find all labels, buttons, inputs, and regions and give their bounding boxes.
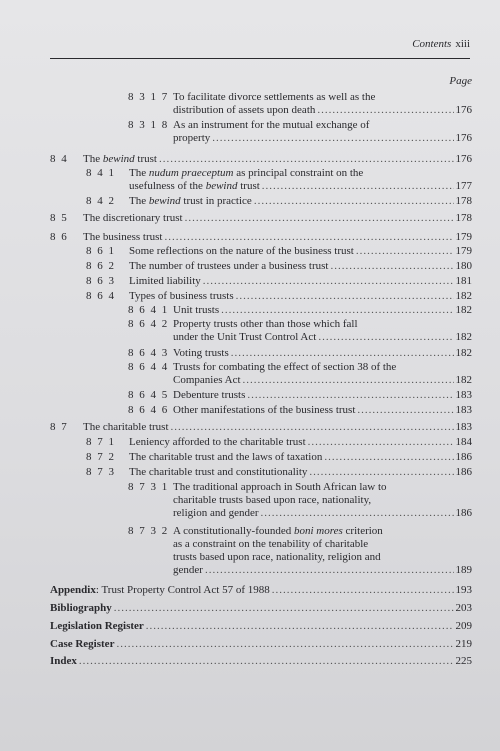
entry-title: as principal constraint on the	[233, 167, 364, 179]
entry-title: The charitable trust and constitutionality	[129, 466, 308, 478]
entry-page: 184	[455, 436, 472, 448]
entry-title: criterion	[342, 525, 383, 537]
entry-number: 8 7 3 1	[128, 481, 169, 493]
toc-entry-862	[86, 260, 472, 273]
toc-entry-8645	[128, 389, 472, 402]
entry-page: 176	[455, 132, 472, 144]
entry-title: The	[129, 195, 149, 207]
toc-entry-index	[50, 655, 472, 668]
entry-title: The business trust	[83, 231, 163, 243]
entry-title-emphasis: bewind	[205, 180, 238, 192]
entry-title-line: The traditional approach in South African law to	[173, 481, 387, 493]
entry-number: 8 6 2	[86, 260, 116, 272]
toc-entry-864	[86, 290, 472, 303]
entry-title: : Trust Property Control Act 57 of 1988	[95, 584, 270, 596]
entry-title: trust	[134, 153, 157, 165]
toc-entry-8317	[128, 91, 472, 117]
entry-number: 8 6 4	[86, 290, 116, 302]
entry-page: 186	[455, 451, 472, 463]
entry-page: 182	[455, 331, 472, 343]
entry-title: Voting trusts	[173, 347, 229, 359]
entry-number: 8 6 1	[86, 245, 116, 257]
entry-page: 181	[455, 275, 472, 287]
entry-title: The charitable trust	[83, 421, 169, 433]
toc-entry-8731	[128, 481, 472, 520]
entry-number: 8 6 4 4	[128, 361, 169, 373]
entry-number: 8 7 3 2	[128, 525, 169, 537]
toc-entry-872	[86, 451, 472, 464]
entry-label: Index	[50, 655, 77, 667]
toc-entry-861	[86, 245, 472, 258]
entry-number: 8 3 1 8	[128, 119, 169, 131]
toc-entry-841	[86, 167, 472, 193]
entry-page: 186	[455, 466, 472, 478]
entry-label: Appendix	[50, 584, 96, 596]
entry-title-emphasis: boni mores	[293, 525, 343, 537]
entry-title: The discretionary trust	[83, 212, 183, 224]
entry-title-line: charitable trusts based upon race, nationality,	[173, 494, 372, 506]
entry-title-emphasis: bewind	[102, 153, 135, 165]
toc-entry-86	[50, 231, 472, 244]
entry-title: Some reflections on the nature of the business trust	[129, 245, 354, 257]
entry-page: 209	[455, 620, 472, 632]
entry-title-line: property	[173, 132, 211, 144]
entry-page: 183	[455, 421, 472, 433]
entry-title: usefulness of the	[129, 180, 206, 192]
entry-page: 189	[455, 564, 472, 576]
entry-title-line: trusts based upon race, nationality, religion and	[173, 551, 381, 563]
toc-entry-842	[86, 195, 472, 208]
entry-title-line: as a constraint on the tenability of charitable	[173, 538, 369, 550]
entry-number: 8 7 2	[86, 451, 116, 463]
entry-title-line: religion and gender	[173, 507, 259, 519]
entry-title: The	[129, 167, 149, 179]
entry-number: 8 6 4 1	[128, 304, 169, 316]
entry-page: 178	[455, 212, 472, 224]
entry-title: The number of trustees under a business trust	[129, 260, 329, 272]
entry-page: 182	[455, 304, 472, 316]
entry-page: 178	[455, 195, 472, 207]
toc-entry-8641	[128, 304, 472, 317]
header-page-number: xiii	[455, 38, 470, 50]
entry-page: 182	[455, 347, 472, 359]
entry-page: 179	[455, 231, 472, 243]
entry-number: 8 4 1	[86, 167, 116, 179]
entry-title-line: Trusts for combating the effect of section 38 of the	[173, 361, 397, 373]
toc-entry-8644	[128, 361, 472, 387]
toc-entry-legislation-register	[50, 620, 472, 633]
toc-entry-8642	[128, 318, 472, 344]
entry-number: 8 6	[50, 231, 69, 243]
toc-entry-873	[86, 466, 472, 479]
entry-number: 8 5	[50, 212, 69, 224]
toc-entry-871	[86, 436, 472, 449]
toc-entry-87	[50, 421, 472, 434]
entry-page: 179	[455, 245, 472, 257]
toc-entry-84	[50, 153, 472, 166]
toc-entry-8732	[128, 525, 472, 577]
toc-entry-appendix	[50, 584, 472, 597]
entry-number: 8 4 2	[86, 195, 116, 207]
toc-entry-863	[86, 275, 472, 288]
entry-title: A constitutionally-founded	[173, 525, 294, 537]
entry-number: 8 7	[50, 421, 69, 433]
header-title: Contents	[412, 38, 452, 50]
entry-page: 182	[455, 290, 472, 302]
toc-entry-8318	[128, 119, 472, 145]
toc-entry-8643	[128, 347, 472, 360]
entry-title-line: As an instrument for the mutual exchange of	[173, 119, 370, 131]
entry-label: Bibliography	[50, 602, 112, 614]
page-column-label: Page	[449, 75, 472, 87]
toc-entry-85	[50, 212, 472, 225]
entry-label: Case Register	[50, 638, 115, 650]
entry-title-line: Companies Act	[173, 374, 241, 386]
entry-number: 8 4	[50, 153, 69, 165]
entry-title-emphasis: bewind	[148, 195, 181, 207]
toc-entry-case-register	[50, 638, 472, 651]
entry-title: Limited liability	[129, 275, 201, 287]
entry-title: Other manifestations of the business trust	[173, 404, 356, 416]
entry-page: 193	[455, 584, 472, 596]
entry-title: The	[83, 153, 103, 165]
entry-title-line: To facilitate divorce settlements as well as the	[173, 91, 376, 103]
entry-title: trust in practice	[180, 195, 252, 207]
entry-title-line: distribution of assets upon death	[173, 104, 316, 116]
entry-title: The charitable trust and the laws of taxation	[129, 451, 323, 463]
entry-number: 8 3 1 7	[128, 91, 169, 103]
entry-page: 180	[455, 260, 472, 272]
entry-number: 8 6 4 6	[128, 404, 169, 416]
entry-page: 176	[455, 104, 472, 116]
entry-page: 203	[455, 602, 472, 614]
entry-page: 182	[455, 374, 472, 386]
entry-page: 186	[455, 507, 472, 519]
entry-number: 8 6 4 3	[128, 347, 169, 359]
toc-entry-8646	[128, 404, 472, 417]
entry-title-emphasis: nudum praeceptum	[148, 167, 234, 179]
entry-number: 8 6 3	[86, 275, 116, 287]
entry-title: Debenture trusts	[173, 389, 246, 401]
entry-title: Unit trusts	[173, 304, 220, 316]
entry-page: 177	[455, 180, 472, 192]
entry-number: 8 6 4 2	[128, 318, 169, 330]
entry-title: Types of business trusts	[129, 290, 234, 302]
entry-title: trust	[237, 180, 260, 192]
entry-page: 225	[455, 655, 472, 667]
entry-page: 176	[455, 153, 472, 165]
entry-page: 219	[455, 638, 472, 650]
entry-title: Leniency afforded to the charitable trust	[129, 436, 306, 448]
toc-entry-bibliography	[50, 602, 472, 615]
entry-number: 8 6 4 5	[128, 389, 169, 401]
entry-page: 183	[455, 389, 472, 401]
entry-page: 183	[455, 404, 472, 416]
entry-label: Legislation Register	[50, 620, 144, 632]
entry-number: 8 7 1	[86, 436, 116, 448]
entry-title-line: gender	[173, 564, 203, 576]
entry-title-line: Property trusts other than those which fall	[173, 318, 358, 330]
entry-title-line: under the Unit Trust Control Act	[173, 331, 317, 343]
entry-number: 8 7 3	[86, 466, 116, 478]
